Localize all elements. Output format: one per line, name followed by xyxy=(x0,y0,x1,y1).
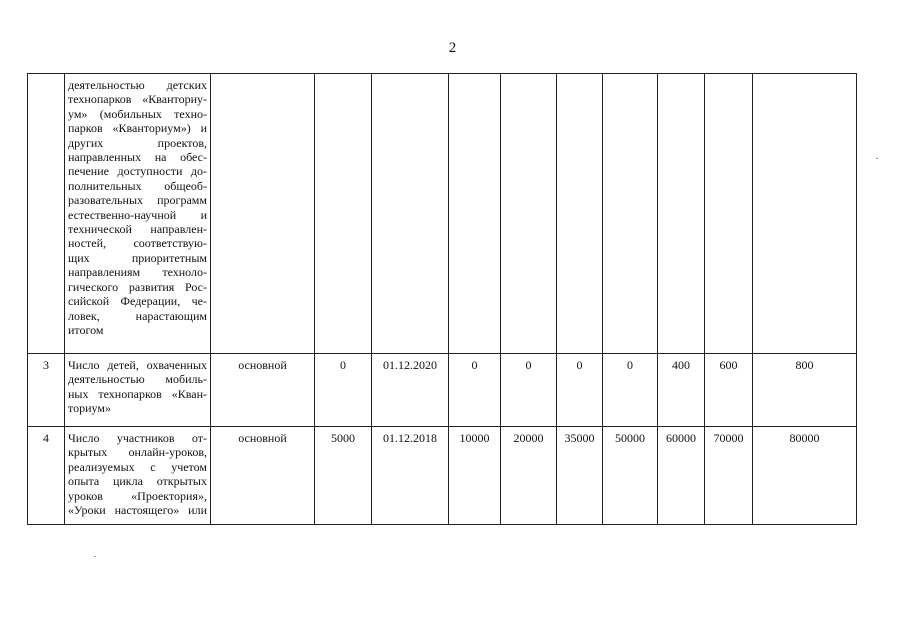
description-line: ловек, нарастающим xyxy=(68,308,207,323)
base-date-cell: 01.12.2020 xyxy=(372,354,449,427)
description-line: ториум» xyxy=(68,401,111,416)
year-value-cell: 0 xyxy=(501,354,557,427)
description-cell xyxy=(65,427,211,525)
row-number-cell: 3 xyxy=(28,354,65,427)
description-line: уроков «Проектория», xyxy=(68,488,207,503)
year-value-cell xyxy=(449,74,501,354)
description-line: опыта цикла открытых xyxy=(68,474,207,489)
description-line: технопарков «Кванториу- xyxy=(68,92,207,107)
table-row xyxy=(28,427,857,525)
year-value-cell xyxy=(501,74,557,354)
row-number-cell xyxy=(28,74,65,354)
scan-speck xyxy=(94,556,96,557)
base-value-cell: 5000 xyxy=(315,427,372,525)
year-value-cell: 800 xyxy=(753,354,857,427)
year-value-cell: 400 xyxy=(658,354,705,427)
description-line: печение доступности до- xyxy=(68,164,207,179)
year-value-cell xyxy=(753,74,857,354)
base-value-cell: 0 xyxy=(315,354,372,427)
description-line: естественно-научной и xyxy=(68,207,207,222)
year-value-cell: 0 xyxy=(603,354,658,427)
description-line: щих приоритетным xyxy=(68,250,207,265)
description-line: ум» (мобильных техно- xyxy=(68,106,207,121)
year-value-cell: 0 xyxy=(557,354,603,427)
description-line: Число участников от- xyxy=(68,431,207,445)
description-line: гического развития Рос- xyxy=(68,279,207,294)
description-line: деятельностью детских xyxy=(68,78,207,92)
description-line: итогом xyxy=(68,322,104,337)
description-line: ностей, соответствую- xyxy=(68,236,207,251)
base-date-cell: 01.12.2018 xyxy=(372,427,449,525)
year-value-cell: 50000 xyxy=(603,427,658,525)
description-cell xyxy=(65,354,211,427)
year-value-cell xyxy=(658,74,705,354)
description-line: технической направлен- xyxy=(68,222,207,237)
year-value-cell xyxy=(705,74,753,354)
description-line: других проектов, xyxy=(68,135,207,150)
year-value-cell: 10000 xyxy=(449,427,501,525)
indicator-type-cell xyxy=(211,74,315,354)
description-line: ных технопарков «Кван- xyxy=(68,386,207,401)
description-cell xyxy=(65,74,211,354)
indicator-type-cell: основной xyxy=(211,427,315,525)
description-line: парков «Кванториум») и xyxy=(68,121,207,136)
year-value-cell: 0 xyxy=(449,354,501,427)
year-value-cell: 35000 xyxy=(557,427,603,525)
year-value-cell xyxy=(603,74,658,354)
table-row xyxy=(28,74,857,354)
scan-speck xyxy=(876,158,878,159)
page-number: 2 xyxy=(448,40,457,56)
indicators-table xyxy=(27,73,857,525)
description-line: Число детей, охваченных xyxy=(68,358,207,372)
description-line: разовательных программ xyxy=(68,193,207,208)
description-line: полнительных общеоб- xyxy=(68,178,207,193)
year-value-cell: 600 xyxy=(705,354,753,427)
table-row xyxy=(28,354,857,427)
description-line: крытых онлайн-уроков, xyxy=(68,445,207,460)
description-line: «Уроки настоящего» или xyxy=(68,503,207,518)
base-date-cell xyxy=(372,74,449,354)
description-line: деятельностью мобиль- xyxy=(68,372,207,387)
base-value-cell xyxy=(315,74,372,354)
description-line: направлениям техноло- xyxy=(68,265,207,280)
description-line: направленных на обес- xyxy=(68,150,207,165)
table-body xyxy=(28,74,857,525)
year-value-cell: 70000 xyxy=(705,427,753,525)
year-value-cell: 20000 xyxy=(501,427,557,525)
year-value-cell xyxy=(557,74,603,354)
description-line: сийской Федерации, че- xyxy=(68,294,207,309)
description-line: реализуемых с учетом xyxy=(68,459,207,474)
indicator-type-cell: основной xyxy=(211,354,315,427)
row-number-cell: 4 xyxy=(28,427,65,525)
year-value-cell: 80000 xyxy=(753,427,857,525)
year-value-cell: 60000 xyxy=(658,427,705,525)
